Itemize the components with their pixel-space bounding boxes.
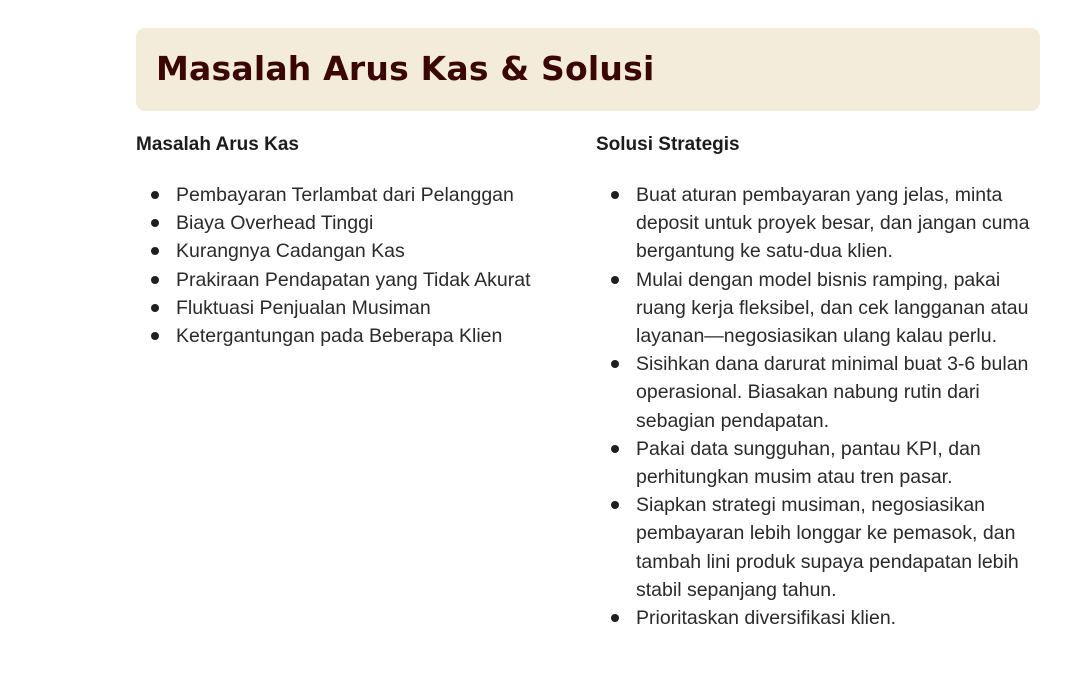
problems-column [136,133,566,348]
bullet-icon [151,276,159,284]
bullet-icon [611,191,619,199]
problem-text: Prakiraan Pendapatan yang Tidak Akurat [176,268,531,291]
solution-item [596,350,1041,435]
problem-text: Fluktuasi Penjualan Musiman [176,296,431,319]
solution-item [596,604,1041,632]
solutions-column [596,133,1041,630]
solution-item [596,181,1041,266]
problem-item [136,322,566,350]
solution-text: Pakai data sungguhan, pantau KPI, dan perhitungkan musim atau tren pasar. [636,437,981,489]
solution-item [596,491,1041,604]
bullet-icon [611,445,619,453]
problem-item [136,209,566,237]
problem-item [136,237,566,265]
bullet-icon [611,276,619,284]
bullet-icon [151,219,159,227]
solution-text: Buat aturan pembayaran yang jelas, minta deposit untuk proyek besar, dan jangan cuma bergantung ke satu-dua klien. [636,184,1030,263]
page-title: Masalah Arus Kas & Solusi [156,49,655,88]
problem-text: Pembayaran Terlambat dari Pelanggan [176,184,514,206]
problems-list [136,181,566,350]
bullet-icon [151,191,159,199]
problems-heading: Masalah Arus Kas [136,134,299,155]
problem-text: Biaya Overhead Tinggi [176,212,374,235]
problem-item [136,294,566,322]
bullet-icon [151,332,159,340]
solutions-heading: Solusi Strategis [596,134,740,155]
problem-text: Kurangnya Cadangan Kas [176,240,405,263]
solution-text: Sisihkan dana darurat minimal buat 3-6 bulan operasional. Biasakan nabung rutin dari sebagian pendapatan. [636,353,1029,432]
title-banner [136,28,1040,111]
bullet-icon [611,360,619,368]
bullet-icon [151,247,159,255]
solution-item [596,266,1041,351]
solution-text: Mulai dengan model bisnis ramping, pakai ruang kerja fleksibel, dan cek langganan atau layanan—negosiasikan ulang kalau perlu. [636,268,1029,348]
solutions-list [596,181,1041,632]
solution-item [596,435,1041,491]
bullet-icon [611,614,619,622]
problem-item [136,266,566,294]
bullet-icon [611,501,619,509]
bullet-icon [151,304,159,312]
solution-text: Siapkan strategi musiman, negosiasikan pembayaran lebih longgar ke pemasok, dan tambah lini produk supaya pendapatan lebih stabil sepanjang tahun. [636,494,1019,601]
problem-text: Ketergantungan pada Beberapa Klien [176,325,503,348]
problem-item [136,181,566,209]
solution-text: Prioritaskan diversifikasi klien. [636,607,897,630]
